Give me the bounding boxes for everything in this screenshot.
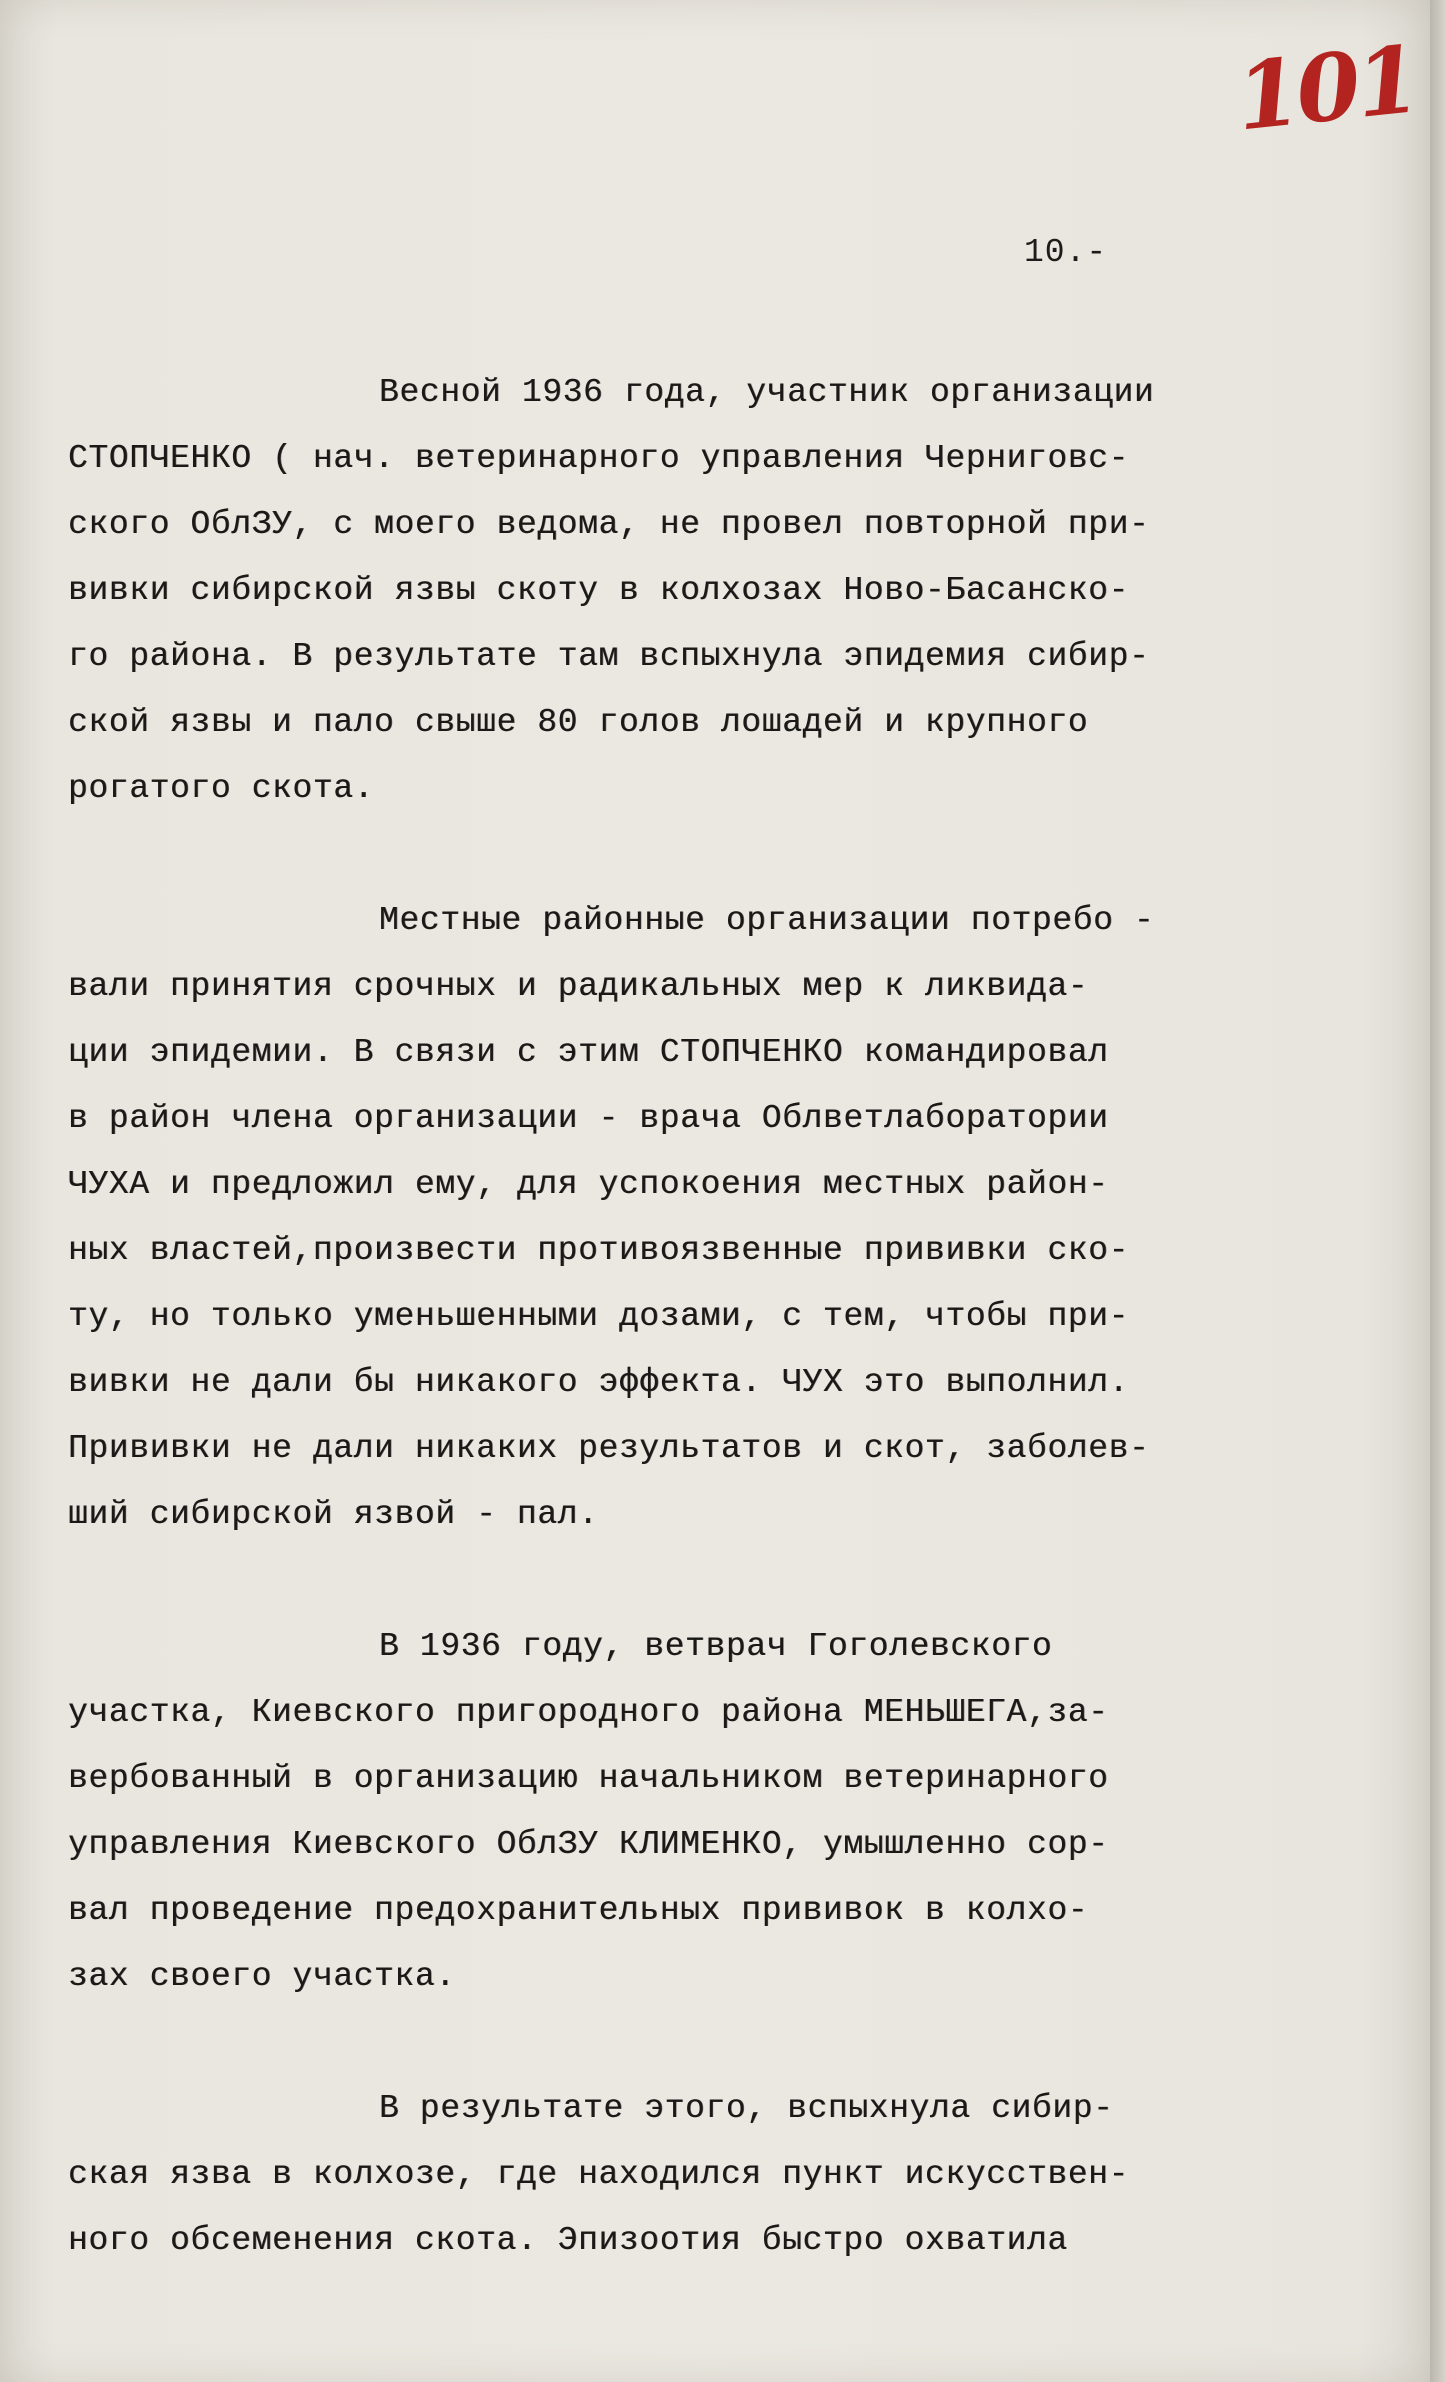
text-line: ных властей,произвести противоязвенные прививки ско- [68, 1232, 1129, 1269]
text-line: ЧУХА и предложил ему, для успокоения местных район- [68, 1166, 1109, 1203]
text-line: Весной 1936 года, участник организации [379, 374, 1155, 411]
text-line: участка, Киевского пригородного района МЕНЬШЕГА,за- [68, 1694, 1109, 1731]
text-line: зах своего участка. [68, 1958, 456, 1995]
paragraph [68, 888, 1268, 1548]
page-edge [1430, 0, 1445, 2382]
text-line: Прививки не дали никаких результатов и скот, заболев- [68, 1430, 1150, 1467]
text-line: ции эпидемии. В связи с этим СТОПЧЕНКО командировал [68, 1034, 1109, 1071]
text-line: ской язвы и пало свыше 80 голов лошадей и крупного [68, 704, 1089, 741]
text-line: СТОПЧЕНКО ( нач. ветеринарного управления Черниговс- [68, 440, 1129, 477]
text-line: ская язва в колхозе, где находился пункт искусствен- [68, 2156, 1129, 2193]
text-line: вивки сибирской язвы скоту в колхозах Ново-Басанско- [68, 572, 1129, 609]
text-line: ший сибирской язвой - пал. [68, 1496, 599, 1533]
text-line: вербованный в организацию начальником ветеринарного [68, 1760, 1109, 1797]
document-body [68, 360, 1268, 2340]
text-line: го района. В результате там вспыхнула эпидемия сибир- [68, 638, 1150, 675]
text-line: управления Киевского ОблЗУ КЛИМЕНКО, умышленно сор- [68, 1826, 1109, 1863]
paragraph [68, 2076, 1268, 2274]
paragraph [68, 360, 1268, 822]
folio-number: 101 [1231, 25, 1422, 152]
text-line: В результате этого, вспыхнула сибир- [379, 2090, 1114, 2127]
text-line: ского ОблЗУ, с моего ведома, не провел повторной при- [68, 506, 1150, 543]
text-line: ного обсеменения скота. Эпизоотия быстро охватила [68, 2222, 1068, 2259]
paragraph [68, 1614, 1268, 2010]
text-line: вали принятия срочных и радикальных мер к ликвида- [68, 968, 1089, 1005]
text-line: В 1936 году, ветврач Гоголевского [379, 1628, 1053, 1665]
text-line: вивки не дали бы никакого эффекта. ЧУХ это выполнил. [68, 1364, 1129, 1401]
text-line: ту, но только уменьшенными дозами, с тем, чтобы при- [68, 1298, 1129, 1335]
text-line: вал проведение предохранительных прививок в колхо- [68, 1892, 1089, 1929]
text-line: рогатого скота. [68, 770, 375, 807]
text-line: в район члена организации - врача Облветлаборатории [68, 1100, 1109, 1137]
page-number: 10.- [1024, 234, 1108, 271]
text-line: Местные районные организации потребо - [379, 902, 1155, 939]
